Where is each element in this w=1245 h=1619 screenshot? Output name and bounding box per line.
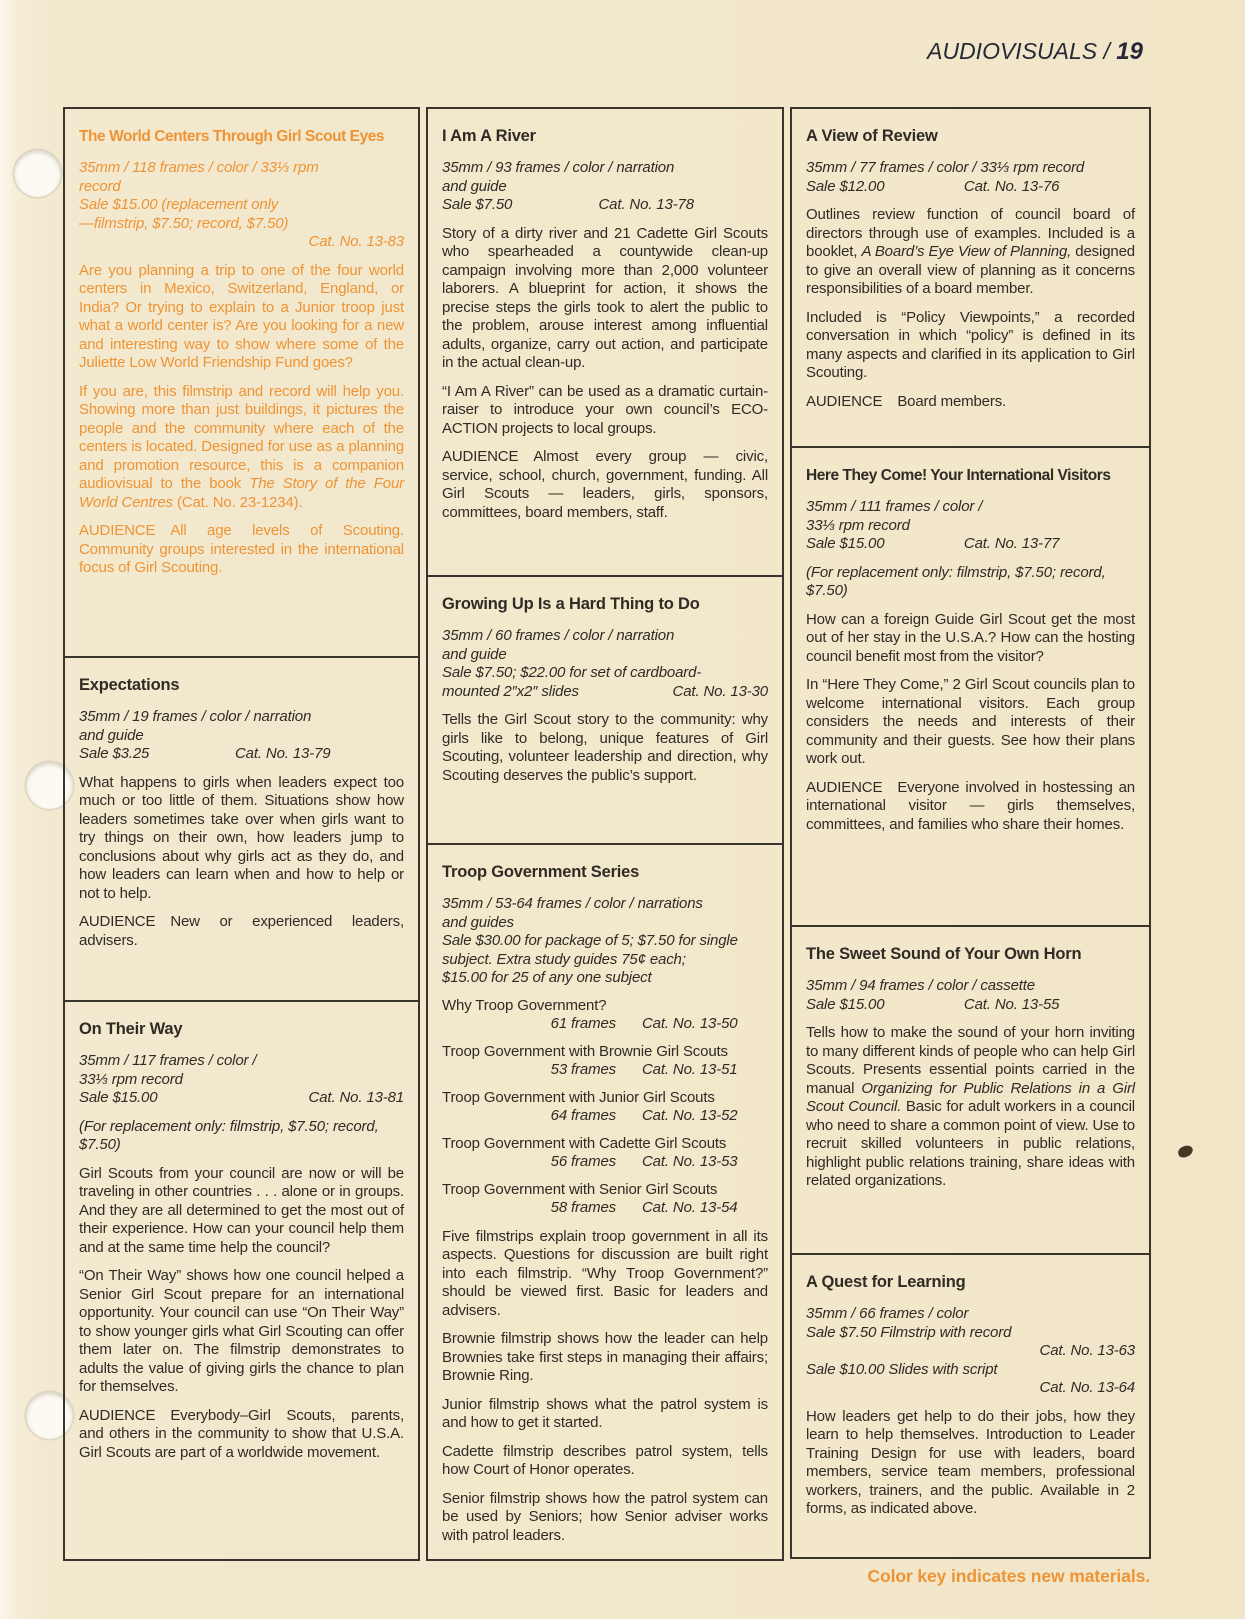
hole-punch — [14, 150, 61, 197]
filmstrip-name: Troop Government with Brownie Girl Scouts — [442, 1042, 728, 1060]
paragraph: Outlines review function of council board of directors through use of examples. Included is a booklet, A Board’s Eye View of Planning, designed to give an overall view of planning as it concerns responsibilities of a board member. — [806, 206, 1135, 297]
filmstrip-list-item — [442, 1043, 768, 1080]
spec-line: 35mm / 60 frames / color / narration — [442, 627, 675, 644]
filmstrip-detail — [442, 1199, 768, 1218]
spec-line: 33⅓ rpm record — [79, 1070, 183, 1088]
sale-line — [806, 996, 1135, 1015]
filmstrip-detail — [442, 1061, 768, 1080]
frame-count: 56 frames — [550, 1153, 616, 1170]
audience-line — [79, 1407, 404, 1463]
sale-line — [806, 178, 1135, 197]
entry-expectations — [63, 656, 420, 1002]
entry-troop-government-series — [426, 843, 784, 1561]
audience-text: Board members. — [897, 392, 1007, 410]
catalog-number: Cat. No. 13-54 — [642, 1199, 738, 1216]
spec-line: 35mm / 19 frames / color / narration — [79, 708, 312, 725]
spec-line: 35mm / 111 frames / color / — [806, 498, 983, 515]
sale-price: Sale $15.00 — [806, 535, 885, 552]
entry-world-centers — [63, 107, 420, 658]
paragraph: “I Am A River” can be used as a dramatic curtain-raiser to introduce your own council’s ECO-ACTION projects to local groups. — [442, 382, 768, 437]
section-title: AUDIOVISUALS — [927, 38, 1098, 64]
entry-specs — [442, 627, 768, 701]
entry-title: A Quest for Learning — [806, 1273, 966, 1291]
catalog-number: Cat. No. 13-78 — [598, 196, 694, 213]
frame-count: 61 frames — [550, 1015, 616, 1032]
audience-label: AUDIENCE — [79, 913, 156, 930]
color-key-note: Color key indicates new materials. — [867, 1566, 1150, 1586]
entry-i-am-a-river — [426, 107, 784, 577]
entry-growing-up — [426, 575, 784, 845]
sale-price: mounted 2″x2″ slides — [442, 682, 579, 700]
audience-label: AUDIENCE — [79, 1406, 156, 1424]
catalog-number: Cat. No. 13-63 — [1039, 1342, 1135, 1359]
sale-line: Sale $30.00 for package of 5; $7.50 for single — [442, 932, 738, 949]
catalog-number: Cat. No. 13-51 — [642, 1061, 738, 1078]
sale-line — [442, 683, 768, 702]
entry-title: Troop Government Series — [442, 863, 640, 881]
sale-price: Sale $15.00 — [79, 1089, 158, 1106]
entry-title: A View of Review — [806, 127, 938, 145]
paragraph: What happens to girls when leaders expect too much or too little of them. Situations show how leaders sometimes take over when girls want to try things on their own, how leaders jump to conclusions about why girls act as they do, and how leaders can learn when and how to help or not to help. — [79, 773, 404, 902]
spec-line: and guide — [442, 645, 507, 663]
column-1 — [63, 107, 420, 1561]
catalog-number: Cat. No. 13-76 — [963, 177, 1060, 195]
paragraph: Are you planning a trip to one of the four world centers in Mexico, Switzerland, England, or India? Or trying to explain to a Junior troop just what a world center is? Are you looking for a new and interesting way to show where some of the Juliette Low World Friendship Fund goes? — [79, 261, 404, 371]
page-header — [927, 38, 1143, 65]
catalog-number: Cat. No. 13-55 — [963, 995, 1060, 1013]
entry-specs — [442, 895, 768, 988]
catalog-number: Cat. No. 13-81 — [308, 1089, 404, 1106]
entry-title: I Am A River — [442, 127, 536, 145]
audience-line — [806, 393, 1135, 412]
column-3 — [790, 107, 1151, 1559]
entry-title: Expectations — [79, 676, 180, 694]
audience-label: AUDIENCE — [442, 448, 519, 465]
entry-title: On Their Way — [79, 1020, 183, 1038]
sale-line: —filmstrip, $7.50; record, $7.50) — [79, 214, 289, 232]
audience-text: New or experienced leaders, advisers. — [79, 913, 404, 949]
sale-line: subject. Extra study guides 75¢ each; — [442, 950, 686, 968]
audience-line — [79, 522, 404, 578]
entry-title: The World Centers Through Girl Scout Eyes — [79, 128, 385, 145]
paragraph: Junior filmstrip shows what the patrol system is and how to get it started. — [442, 1395, 768, 1431]
sale-line: $15.00 for 25 of any one subject — [442, 969, 652, 986]
entry-a-view-of-review — [790, 107, 1151, 448]
spec-line: 35mm / 66 frames / color — [806, 1305, 969, 1322]
audience-label: AUDIENCE — [79, 522, 156, 539]
replacement-note: (For replacement only: filmstrip, $7.50; record, $7.50) — [806, 563, 1106, 599]
sale-price: Sale $7.50 — [442, 196, 513, 213]
filmstrip-name: Why Troop Government? — [442, 996, 607, 1014]
filmstrip-list-item — [442, 1135, 768, 1172]
filmstrip-detail — [442, 1015, 768, 1034]
paragraph: Tells the Girl Scout story to the community: why girls like to belong, unique features of Girl Scouting, volunteer leadership and direction, why Scouting deserves the public’s support. — [442, 711, 768, 784]
entry-title: Growing Up Is a Hard Thing to Do — [442, 595, 700, 613]
sale-line: Sale $7.50 Filmstrip with record — [806, 1323, 1012, 1341]
frame-count: 53 frames — [550, 1061, 616, 1078]
catalog-number: Cat. No. 13-83 — [308, 233, 404, 250]
paragraph: Brownie filmstrip shows how the leader can help Brownies take first steps in managing their affairs; Brownie Ring. — [442, 1330, 768, 1384]
catalog-number: Cat. No. 13-77 — [963, 535, 1060, 552]
paragraph: Cadette filmstrip describes patrol system, tells how Court of Honor operates. — [442, 1442, 768, 1478]
frame-count: 58 frames — [550, 1199, 616, 1216]
page-number: 19 — [1116, 38, 1143, 65]
catalog-number: Cat. No. 13-64 — [1039, 1379, 1135, 1396]
entry-specs — [79, 1052, 404, 1108]
paragraph: How leaders get help to do their jobs, how they learn to help themselves. Introduction to Leader Training Design for use with leaders, board members, service team members, professional workers, trainers, and the public. Available in 2 forms, as indicated above. — [806, 1407, 1135, 1517]
entry-sweet-sound — [790, 925, 1151, 1255]
ink-speck — [1177, 1144, 1194, 1159]
filmstrip-name: Troop Government with Senior Girl Scouts — [442, 1180, 718, 1198]
page-edge-highlight — [0, 0, 16, 1619]
paragraph: Girl Scouts from your council are now or will be traveling in other countries . . . alone or in groups. And they are all determined to get the most out of their experience. How can your council help them and at the same time help the council? — [79, 1164, 404, 1256]
entry-a-quest-for-learning — [790, 1253, 1151, 1559]
catalog-number: Cat. No. 13-52 — [642, 1107, 738, 1124]
sale-line — [806, 535, 1135, 554]
spec-line: 35mm / 118 frames / color / 33⅓ rpm — [79, 159, 319, 176]
entry-title: The Sweet Sound of Your Own Horn — [806, 945, 1082, 963]
catalog-number: Cat. No. 13-79 — [235, 745, 331, 762]
entry-specs — [442, 159, 768, 215]
filmstrip-list-item — [442, 1089, 768, 1126]
sale-line: Sale $7.50; $22.00 for set of cardboard- — [442, 664, 702, 681]
filmstrip-detail — [442, 1153, 768, 1172]
replacement-note: (For replacement only: filmstrip, $7.50; record, $7.50) — [79, 1117, 379, 1153]
paragraph: If you are, this filmstrip and record will help you. Showing more than just buildings, it pictures the people and the community where each of the centers is located. Designed for use as a planning and promotion resource, this is a companion audiovisual to the book The Story of the Four World Centres (Cat. No. 23-1234). — [79, 382, 404, 511]
entry-specs — [79, 159, 404, 252]
spec-line: 35mm / 93 frames / color / narration — [442, 159, 675, 176]
spec-line: record — [79, 177, 121, 195]
filmstrip-list-item — [442, 997, 768, 1034]
filmstrip-name: Troop Government with Cadette Girl Scouts — [442, 1134, 727, 1152]
paragraph: How can a foreign Guide Girl Scout get the most out of her stay in the U.S.A.? How can the hosting council benefit most from the visitor? — [806, 610, 1135, 665]
entry-title: Here They Come! Your International Visitors — [806, 467, 1111, 484]
audience-line — [79, 913, 404, 950]
spec-line: 35mm / 77 frames / color / 33⅓ rpm record — [806, 159, 1085, 176]
catalog-number: Cat. No. 13-50 — [642, 1015, 738, 1032]
paragraph: Included is “Policy Viewpoints,” a recorded conversation in which “policy” is defined in its many aspects and clarified in its application to Girl Scouting. — [806, 308, 1135, 381]
paragraph: Tells how to make the sound of your horn inviting to many different kinds of people who can help Girl Scouts. Presents essential points carried in the manual Organizing for Public Relations in a Girl Scout Council. Basic for adult workers in a council who need to share a common point of view. Use to recruit skilled volunteers in public relations, highlight public relations training, share ideas with related organizations. — [806, 1024, 1135, 1189]
audience-text: Everyone involved in hostessing an international visitor — girls themselves, committees, and families who share their homes. — [806, 778, 1135, 833]
sale-price: Sale $12.00 — [806, 177, 885, 195]
audience-text: All age levels of Scouting. Community groups interested in the international focus of Girl Scouting. — [79, 522, 404, 576]
paragraph: Five filmstrips explain troop government in all its aspects. Questions for discussion are built right into each filmstrip. “Why Troop Government?” should be viewed first. Basic for leaders and advisers. — [442, 1227, 768, 1319]
entry-on-their-way — [63, 1000, 420, 1561]
entry-specs — [806, 498, 1135, 554]
filmstrip-name: Troop Government with Junior Girl Scouts — [442, 1088, 715, 1106]
spec-line: and guide — [442, 177, 507, 195]
paragraph: Senior filmstrip shows how the patrol system can be used by Seniors; how Senior adviser works with patrol leaders. — [442, 1489, 768, 1544]
filmstrip-detail — [442, 1107, 768, 1126]
sale-line — [79, 1089, 404, 1108]
filmstrip-list-item — [442, 1181, 768, 1218]
entry-specs — [806, 159, 1135, 196]
sale-line — [79, 745, 404, 764]
catalog-number: Cat. No. 13-30 — [672, 682, 768, 700]
sale-line: Sale $10.00 Slides with script — [806, 1360, 998, 1378]
audience-label: AUDIENCE — [806, 778, 883, 796]
spec-line: 35mm / 53-64 frames / color / narrations — [442, 895, 703, 912]
audience-line — [806, 779, 1135, 835]
entry-specs — [806, 977, 1135, 1014]
spec-line: 35mm / 117 frames / color / — [79, 1052, 257, 1069]
paragraph: “On Their Way” shows how one council helped a Senior Girl Scout prepare for an international opportunity. Your council can use “On Their Way” to show younger girls what Girl Scouting can offer them later on. The filmstrip demonstrates to adults the value of giving girls the chance to plan for themselves. — [79, 1267, 404, 1395]
sale-price: Sale $15.00 — [806, 995, 885, 1013]
spec-line: and guide — [79, 726, 144, 744]
audience-label: AUDIENCE — [806, 392, 883, 410]
frame-count: 64 frames — [550, 1107, 616, 1124]
entry-here-they-come — [790, 446, 1151, 927]
sale-price: Sale $3.25 — [79, 745, 150, 762]
spec-line: and guides — [442, 913, 514, 931]
entry-specs — [806, 1305, 1135, 1398]
column-2 — [426, 107, 784, 1561]
spec-line: 35mm / 94 frames / color / cassette — [806, 977, 1036, 994]
paragraph: In “Here They Come,” 2 Girl Scout councils plan to welcome international visitors. Each group considers the needs and interests of their community and their guests. See how their plans work out. — [806, 676, 1135, 767]
audience-line — [442, 448, 768, 522]
entry-specs — [79, 708, 404, 764]
sale-line: Sale $15.00 (replacement only — [79, 196, 279, 213]
header-separator: / — [1097, 38, 1117, 64]
audience-text: Almost every group — civic, service, school, church, government, funding. All Girl Scouts — leaders, girls, sponsors, committees, board members, staff. — [442, 448, 768, 521]
audience-text: Everybody–Girl Scouts, parents, and others in the community to show that U.S.A. Girl Scouts are part of a worldwide movement. — [79, 1406, 404, 1461]
catalog-number: Cat. No. 13-53 — [642, 1153, 738, 1170]
spec-line: 33⅓ rpm record — [806, 516, 910, 534]
sale-line — [442, 196, 768, 215]
paragraph: Story of a dirty river and 21 Cadette Girl Scouts who spearheaded a countywide clean-up campaign involving more than 2,000 volunteer laborers. A blueprint for action, it shows the precise steps the girls took to alert the public to the problem, arouse interest among influential adults, organize, carry out action, and participate in the actual clean-up. — [442, 224, 768, 371]
